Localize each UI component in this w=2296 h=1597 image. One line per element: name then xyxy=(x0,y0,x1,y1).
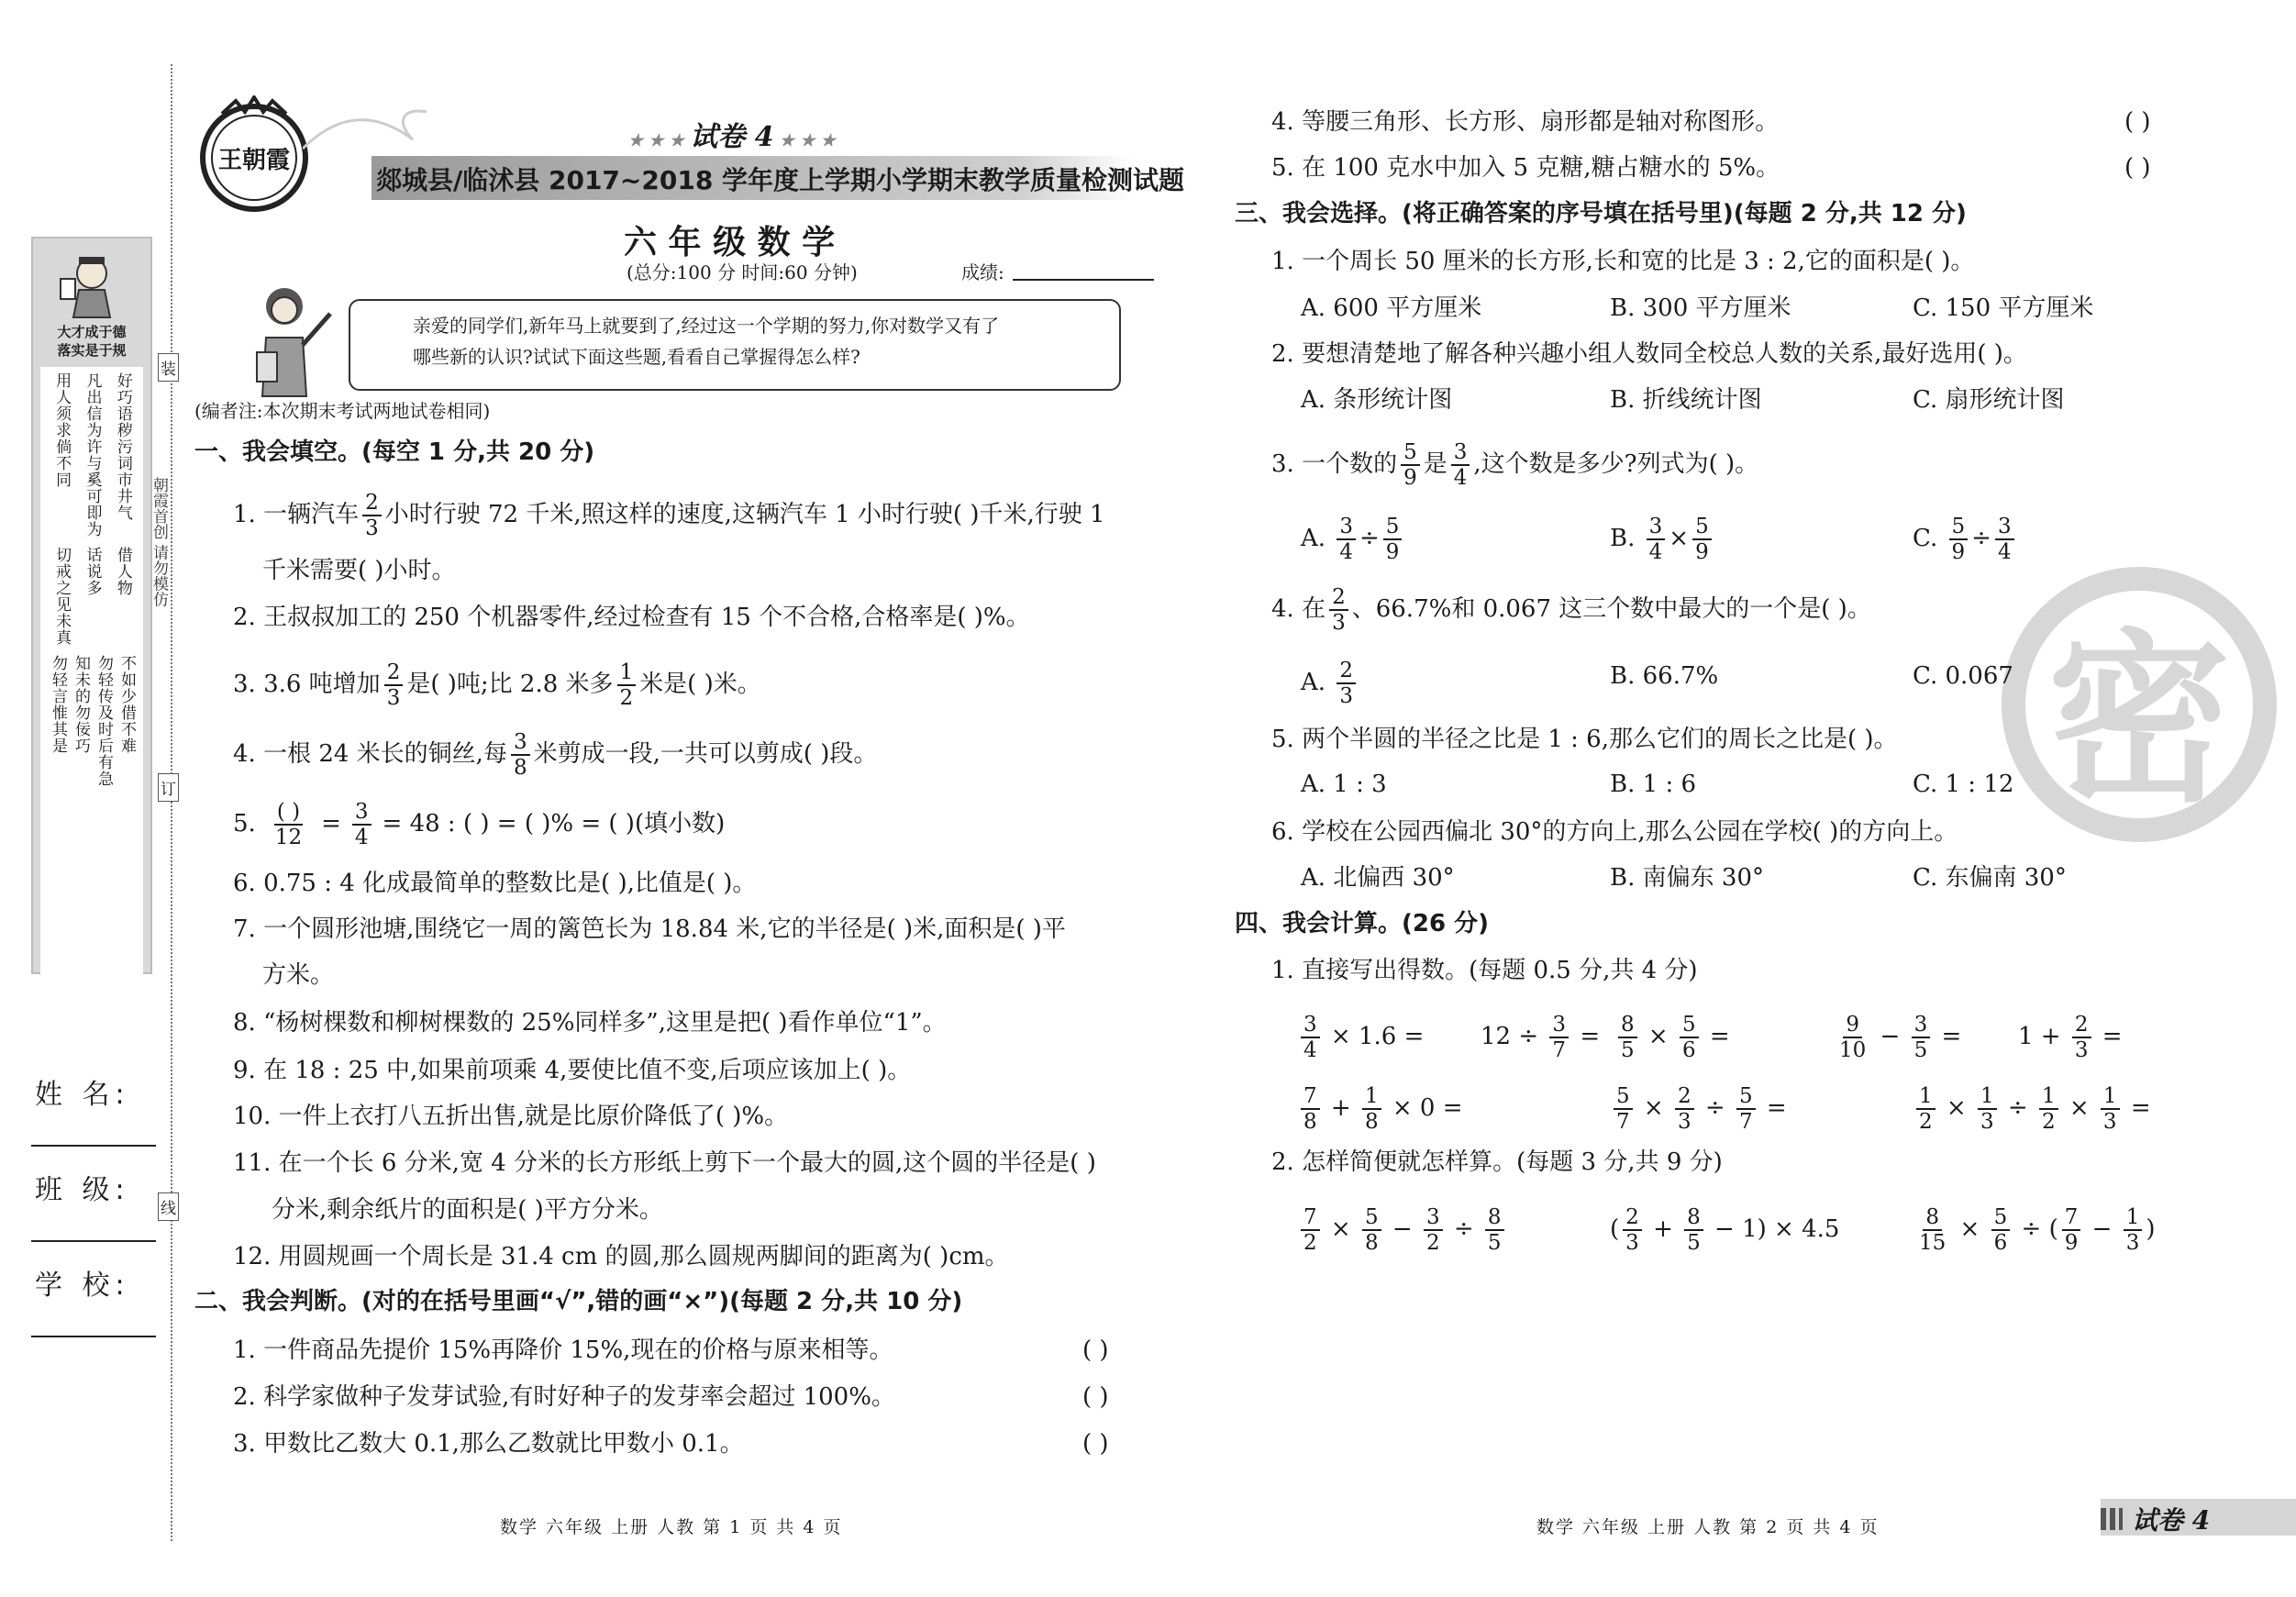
maxim-column: 勿佞巧 xyxy=(72,704,90,754)
ribbon-decoration xyxy=(303,103,431,158)
binding-dotted-line xyxy=(171,64,172,1541)
question-6: 6. 0.75 : 4 化成最简单的整数比是( ),比值是( )。 xyxy=(233,870,757,897)
exam-title: 郯城县/临沭县 2017~2018 学年度上学期小学期末教学质量检测试题 xyxy=(376,165,1185,195)
class-field-label: 班 级: xyxy=(35,1174,130,1206)
choice-1-option-a[interactable]: A. 600 平方厘米 xyxy=(1301,294,1482,322)
maxim-column: 不如少 xyxy=(117,655,136,704)
fraction: $\frac{9}{10}$ xyxy=(1839,1013,1867,1062)
maxim-column: 勿轻言 xyxy=(49,655,67,704)
fraction: $\frac{7}{8}$ xyxy=(1301,1084,1320,1134)
fraction: $\frac{3}{4}$ xyxy=(1451,440,1470,490)
fraction: $\frac{5}{7}$ xyxy=(1614,1084,1633,1134)
question-10: 10. 一件上衣打八五折出售,就是比原价降低了( )%。 xyxy=(233,1103,789,1130)
fraction-blank[interactable]: $\frac{( )}{12}$ xyxy=(274,800,303,849)
calc-part-1-heading: 1. 直接写出得数。(每题 0.5 分,共 4 分) xyxy=(1271,957,1698,984)
school-field-line[interactable] xyxy=(31,1336,156,1337)
question-8: 8. “杨树棵数和柳树棵数的 25%同样多”,这里是把( )看作单位“1”。 xyxy=(233,1009,947,1037)
sidebar-maxims-panel xyxy=(31,237,152,974)
section-3-heading: 三、我会选择。(将正确答案的序号填在括号里)(每题 2 分,共 12 分) xyxy=(1235,200,1967,227)
choice-5: 5. 两个半圆的半径之比是 1 : 6,那么它们的周长之比是( )。 xyxy=(1271,726,1898,753)
fraction: $\frac{5}{6}$ xyxy=(1991,1205,2011,1255)
fraction: $\frac{2}{3}$ xyxy=(1329,585,1348,635)
fraction: $\frac{5}{9}$ xyxy=(1949,515,1969,564)
margin-mark-zhuang: 装 xyxy=(158,353,179,382)
judge-3: 3. 甲数比乙数大 0.1,那么乙数就比甲数小 0.1。 xyxy=(233,1430,744,1458)
choice-6: 6. 学校在公园西偏北 30°的方向上,那么公园在学校( )的方向上。 xyxy=(1271,818,1958,846)
maxim-column: 及时后有急 xyxy=(94,704,113,787)
maxim-column: 惟其是 xyxy=(49,704,67,754)
name-field-label: 姓 名: xyxy=(35,1079,130,1111)
fraction: $\frac{8}{15}$ xyxy=(1919,1205,1947,1255)
question-12: 12. 用圆规画一个周长是 31.4 cm 的圆,那么圆规两脚间的距离为( )cm。 xyxy=(233,1243,1009,1270)
fraction: $\frac{2}{3}$ xyxy=(362,491,382,540)
question-7-line2: 方米。 xyxy=(262,961,335,989)
fraction: $\frac{5}{9}$ xyxy=(1383,515,1403,564)
exam-meta: (总分:100 分 时间:60 分钟) xyxy=(627,261,858,283)
fraction: $\frac{3}{7}$ xyxy=(1549,1013,1569,1062)
choice-5-option-b[interactable]: B. 1 : 6 xyxy=(1610,771,1697,798)
maxim-column: 凡出信为许与奚可即为 xyxy=(83,372,102,538)
judge-4-answer[interactable]: ( ) xyxy=(2124,108,2151,136)
maxim-column: 借人物 xyxy=(113,547,132,596)
choice-1-option-c[interactable]: C. 150 平方厘米 xyxy=(1913,294,2094,322)
calc-item: $\frac{7}{2}$ × $\frac{5}{8}$ − $\frac{3}{2}$ ÷ $\frac{8}{5}$ xyxy=(1297,1205,1508,1255)
maxim-column: 切戒之见未真 xyxy=(52,547,72,646)
intro-text: 亲爱的同学们,新年马上就要到了,经过这一个学期的努力,你对数学又有了 哪些新的认识?试试下面这些题,看看自己掌握得怎么样? xyxy=(413,315,1000,368)
calc-item: $\frac{1}{2}$ × $\frac{1}{3}$ ÷ $\frac{1}{2}$ × $\frac{1}{3}$ = xyxy=(1913,1084,2151,1134)
copyright-stamp: 朝霞首创 请勿模仿 xyxy=(150,477,168,607)
question-2: 2. 王叔叔加工的 250 个机器零件,经过检查有 15 个不合格,合格率是( )%。 xyxy=(233,604,1030,631)
question-9: 9. 在 18 : 25 中,如果前项乘 4,要使比值不变,后项应该加上( )。 xyxy=(233,1057,912,1084)
maxim-column: 好巧语秽污词市井气 xyxy=(113,372,132,521)
section-4-heading: 四、我会计算。(26 分) xyxy=(1235,910,1489,937)
choice-6-option-c[interactable]: C. 东偏南 30° xyxy=(1913,864,2067,892)
question-4: 4. 一根 24 米长的铜丝,每 $\frac{3}{8}$ 米剪成一段,一共可以剪成( )段。 xyxy=(233,730,878,780)
fraction: $\frac{5}{7}$ xyxy=(1736,1084,1756,1134)
question-7-line1: 7. 一个圆形池塘,围绕它一周的篱笆长为 18.84 米,它的半径是( )米,面积是( )平 xyxy=(233,915,1066,943)
fraction: $\frac{1}{8}$ xyxy=(1362,1084,1381,1134)
calc-item: $\frac{5}{7}$ × $\frac{2}{3}$ ÷ $\frac{5}{7}$ = xyxy=(1610,1084,1787,1134)
class-field-line[interactable] xyxy=(31,1240,156,1242)
fraction: $\frac{1}{2}$ xyxy=(2039,1084,2058,1134)
paper-label: ★ ★ ★ 试卷 4 ★ ★ ★ xyxy=(628,121,836,153)
calc-item: ( $\frac{2}{3}$ + $\frac{8}{5}$ − 1) × 4.5 xyxy=(1610,1205,1840,1255)
choice-2-option-a[interactable]: A. 条形统计图 xyxy=(1301,386,1453,414)
fraction: $\frac{1}{3}$ xyxy=(1978,1084,1997,1134)
choice-4-option-b[interactable]: B. 66.7% xyxy=(1610,662,1719,690)
judge-2-answer[interactable]: ( ) xyxy=(1082,1383,1109,1411)
judge-2: 2. 科学家做种子发芽试验,有时好种子的发芽率会超过 100%。 xyxy=(233,1383,895,1411)
choice-1-option-b[interactable]: B. 300 平方厘米 xyxy=(1610,294,1791,322)
fraction: $\frac{7}{2}$ xyxy=(1301,1205,1320,1255)
fraction: $\frac{3}{4}$ xyxy=(1337,515,1356,564)
judge-1: 1. 一件商品先提价 15%再降价 15%,现在的价格与原来相等。 xyxy=(233,1336,893,1364)
fraction: $\frac{5}{8}$ xyxy=(1362,1205,1381,1255)
score-label: 成绩: xyxy=(961,261,1004,283)
editor-note: (编者注:本次期末考试两地试卷相同) xyxy=(194,400,491,422)
choice-2-option-b[interactable]: B. 折线统计图 xyxy=(1610,386,1762,414)
choice-1: 1. 一个周长 50 厘米的长方形,长和宽的比是 3 : 2,它的面积是( )。 xyxy=(1271,248,1975,275)
choice-3: 3. 一个数的 $\frac{5}{9}$ 是 $\frac{3}{4}$ ,这个数是多少?列式为( )。 xyxy=(1271,440,1759,490)
fraction: $\frac{3}{8}$ xyxy=(511,730,530,780)
fraction: $\frac{3}{4}$ xyxy=(1995,515,2014,564)
calc-item: $\frac{7}{8}$ + $\frac{1}{8}$ × 0 = xyxy=(1297,1084,1463,1134)
fraction: $\frac{1}{3}$ xyxy=(2124,1205,2143,1255)
margin-mark-ding: 订 xyxy=(158,773,179,802)
subject-title: 六 年 级 数 学 xyxy=(624,224,836,261)
scholar-illustration xyxy=(55,246,128,319)
name-field-line[interactable] xyxy=(31,1145,156,1147)
fraction: $\frac{1}{2}$ xyxy=(617,660,637,710)
calc-item: $\frac{9}{10}$ − $\frac{3}{5}$ = xyxy=(1833,1013,1961,1062)
calc-item: $\frac{8}{5}$ × $\frac{5}{6}$ = xyxy=(1614,1013,1730,1062)
footer-left: 数学 六年级 上册 人教 第 1 页 共 4 页 xyxy=(500,1517,843,1537)
school-field-label: 学 校: xyxy=(35,1270,130,1302)
choice-3-option-a[interactable]: A. $\frac{3}{4}$ ÷ $\frac{5}{9}$ xyxy=(1301,515,1405,564)
question-11-line1: 11. 在一个长 6 分米,宽 4 分米的长方形纸上剪下一个最大的圆,这个圆的半径是( ) xyxy=(233,1149,1096,1177)
brand-logo xyxy=(194,95,314,215)
fraction: $\frac{1}{2}$ xyxy=(1916,1084,1936,1134)
maxim-column: 用人须求倘不同 xyxy=(52,372,72,488)
fraction: $\frac{3}{5}$ xyxy=(1912,1013,1931,1062)
section-2-heading: 二、我会判断。(对的在括号里画“√”,错的画“×”)(每题 2 分,共 10 分) xyxy=(194,1288,963,1315)
section-1-heading: 一、我会填空。(每空 1 分,共 20 分) xyxy=(194,438,595,466)
question-3: 3. 3.6 吨增加 $\frac{2}{3}$ 是( )吨;比 2.8 米多 $\frac{1}{2}$ 米是( )米。 xyxy=(233,660,761,710)
fraction: $\frac{3}{4}$ xyxy=(352,800,372,849)
judge-5-answer[interactable]: ( ) xyxy=(2124,154,2151,182)
fraction: $\frac{3}{4}$ xyxy=(1301,1013,1320,1062)
fraction: $\frac{8}{5}$ xyxy=(1618,1013,1637,1062)
judge-3-answer[interactable]: ( ) xyxy=(1082,1430,1109,1458)
calc-item: 1 + $\frac{2}{3}$ = xyxy=(2018,1013,2123,1062)
margin-mark-xian: 线 xyxy=(158,1192,179,1221)
choice-2-option-c[interactable]: C. 扇形统计图 xyxy=(1913,386,2065,414)
fraction: $\frac{1}{3}$ xyxy=(2101,1084,2120,1134)
choice-3-option-c[interactable]: C. $\frac{5}{9}$ ÷ $\frac{3}{4}$ xyxy=(1913,515,2018,564)
choice-4-option-c[interactable]: C. 0.067 xyxy=(1913,662,2013,690)
choice-3-option-b[interactable]: B. $\frac{3}{4}$ × $\frac{5}{9}$ xyxy=(1610,515,1715,564)
fraction: $\frac{3}{4}$ xyxy=(1647,515,1666,564)
question-5: 5. $\frac{( )}{12}$ = $\frac{3}{4}$ = 48 : ( ) = ( )% = ( )(填小数) xyxy=(233,800,726,849)
fraction: $\frac{5}{6}$ xyxy=(1680,1013,1699,1062)
maxim-column: 知未的 xyxy=(72,655,90,704)
sidebar-maxims xyxy=(40,367,143,974)
calc-item: $\frac{3}{4}$ × 1.6 = xyxy=(1297,1013,1424,1062)
calc-item: 12 ÷ $\frac{3}{7}$ = xyxy=(1481,1013,1601,1062)
fraction: $\frac{5}{9}$ xyxy=(1692,515,1712,564)
choice-6-option-b[interactable]: B. 南偏东 30° xyxy=(1610,864,1764,892)
calc-part-2-heading: 2. 怎样简便就怎样算。(每题 3 分,共 9 分) xyxy=(1271,1148,1723,1176)
fraction: $\frac{3}{2}$ xyxy=(1424,1205,1443,1255)
question-11-line2: 分米,剩余纸片的面积是( )平方分米。 xyxy=(272,1196,663,1224)
fraction: $\frac{8}{5}$ xyxy=(1485,1205,1504,1255)
choice-4: 4. 在 $\frac{2}{3}$ 、66.7%和 0.067 这三个数中最大的一个是( )。 xyxy=(1271,585,1871,635)
fraction: $\frac{5}{9}$ xyxy=(1401,440,1420,490)
choice-6-option-a[interactable]: A. 北偏西 30° xyxy=(1301,864,1455,892)
maxim-column: 话说多 xyxy=(83,547,102,596)
maxim-column: 勿轻传 xyxy=(94,655,113,704)
choice-5-option-a[interactable]: A. 1 : 3 xyxy=(1301,771,1387,798)
fraction: $\frac{8}{5}$ xyxy=(1684,1205,1703,1255)
choice-5-option-c[interactable]: C. 1 : 12 xyxy=(1913,771,2014,798)
sidebar-motto: 大才成于德 落实是于规 xyxy=(57,324,127,359)
teacher-illustration xyxy=(246,279,338,398)
judge-5: 5. 在 100 克水中加入 5 克糖,糖占糖水的 5%。 xyxy=(1271,154,1780,182)
maxim-column: 借不难 xyxy=(117,704,136,754)
footer-tag-dots xyxy=(2101,1508,2123,1530)
fraction: $\frac{2}{3}$ xyxy=(1623,1205,1642,1255)
logo-text: 王朝霞 xyxy=(217,147,290,174)
fraction: $\frac{2}{3}$ xyxy=(384,660,404,710)
fraction: $\frac{2}{3}$ xyxy=(1675,1084,1694,1134)
question-1-line2: 千米需要( )小时。 xyxy=(262,557,456,584)
calc-item: $\frac{8}{15}$ × $\frac{5}{6}$ ÷ ( $\frac{7}{9}$ − $\frac{1}{3}$ ) xyxy=(1913,1205,2156,1255)
question-1-line1: 1. 一辆汽车 $\frac{2}{3}$ 小时行驶 72 千米,照这样的速度,这辆汽车 1 小时行驶( )千米,行驶 1 xyxy=(233,491,1105,540)
judge-4: 4. 等腰三角形、长方形、扇形都是轴对称图形。 xyxy=(1271,108,1780,136)
fraction: $\frac{7}{9}$ xyxy=(2062,1205,2081,1255)
footer-tag: 试卷 4 xyxy=(2132,1505,2211,1536)
watermark: 密 xyxy=(2002,567,2277,842)
judge-1-answer[interactable]: ( ) xyxy=(1082,1336,1109,1364)
fraction: $\frac{2}{3}$ xyxy=(2072,1013,2091,1062)
footer-right: 数学 六年级 上册 人教 第 2 页 共 4 页 xyxy=(1536,1517,1880,1537)
choice-2: 2. 要想清楚地了解各种兴趣小组人数同全校总人数的关系,最好选用( )。 xyxy=(1271,340,2027,368)
score-line[interactable] xyxy=(1013,279,1154,281)
choice-4-option-a[interactable]: A. $\frac{2}{3}$ xyxy=(1301,659,1359,708)
fraction: $\frac{2}{3}$ xyxy=(1337,659,1356,708)
